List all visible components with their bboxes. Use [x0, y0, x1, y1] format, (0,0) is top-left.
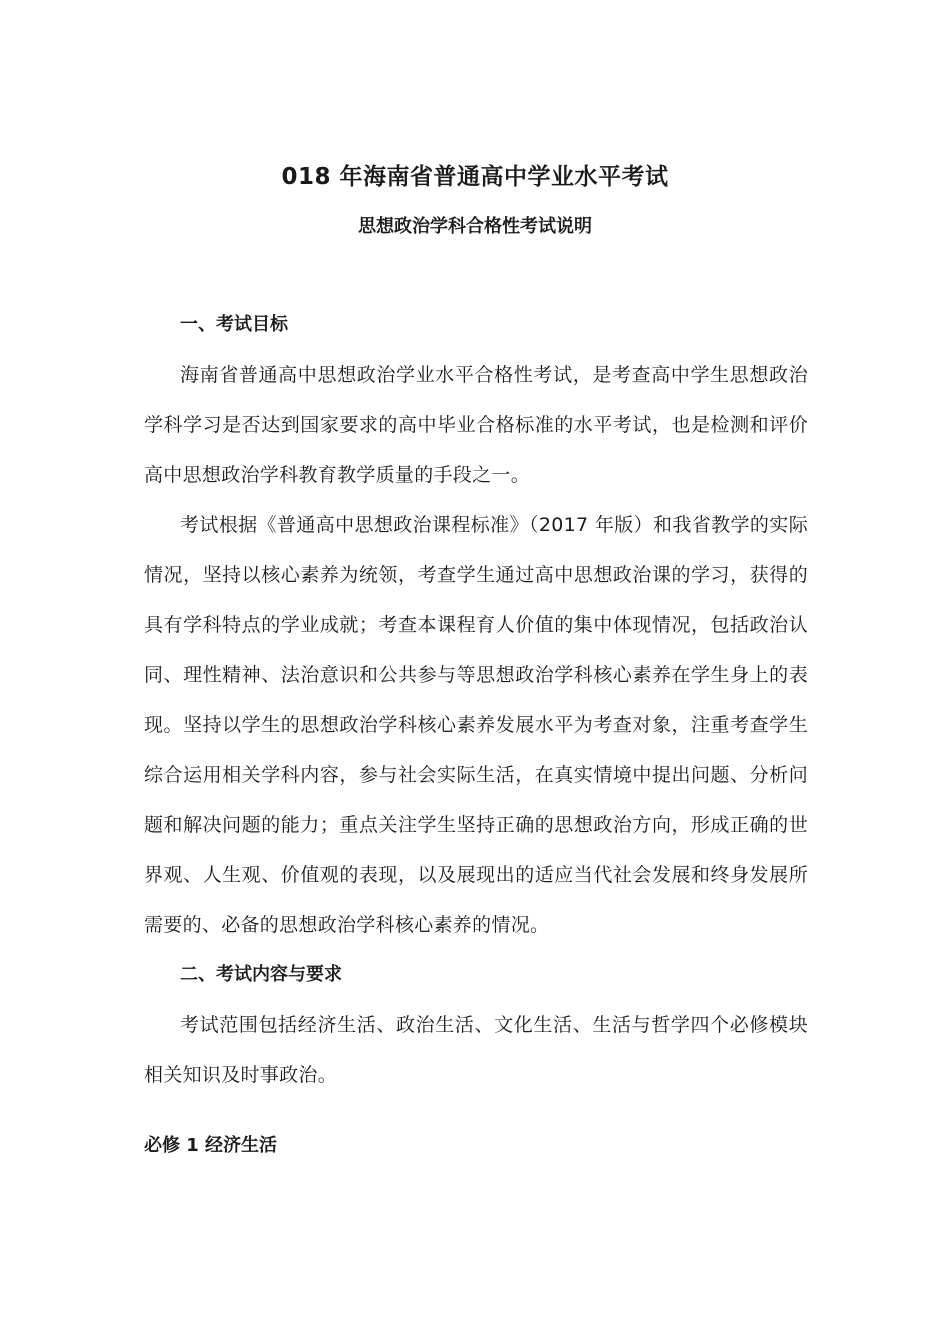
section-heading-exam-content: 二、考试内容与要求: [180, 964, 342, 985]
paragraph: 考试根据《普通高中思想政治课程标准》（2017 年版）和我省教学的实际情况，坚持以核心素养为统领，考查学生通过高中思想政治课的学习，获得的具有学科特点的学业成就；考查本课程育人价值的集中体现情况，包括政治认同、理性精神、法治意识和公共参与等思想政治学科核心素养在学生身上的表现。坚持以学生的思想政治学科核心素养发展水平为考查对象，注重考查学生综合运用相关学科内容，参与社会实际生活，在真实情境中提出问题、分析问题和解决问题的能力；重点关注学生坚持正确的思想政治方向，形成正确的世界观、人生观、价值观的表现，以及展现出的适应当代社会发展和终身发展所需要的、必备的思想政治学科核心素养的情况。: [144, 514, 808, 936]
document-title: 018 年海南省普通高中学业水平考试: [281, 164, 669, 190]
module-heading-economic-life: 必修 1 经济生活: [144, 1135, 278, 1156]
section-heading-exam-goals: 一、考试目标: [180, 314, 288, 335]
document-subtitle: 思想政治学科合格性考试说明: [358, 216, 592, 237]
document-body: [144, 300, 808, 1100]
paragraph: 考试范围包括经济生活、政治生活、文化生活、生活与哲学四个必修模块相关知识及时事政治。: [144, 1014, 808, 1086]
paragraph: 海南省普通高中思想政治学业水平合格性考试，是考查高中学生思想政治学科学习是否达到国家要求的高中毕业合格标准的水平考试，也是检测和评价高中思想政治学科教育教学质量的手段之一。: [144, 364, 808, 486]
